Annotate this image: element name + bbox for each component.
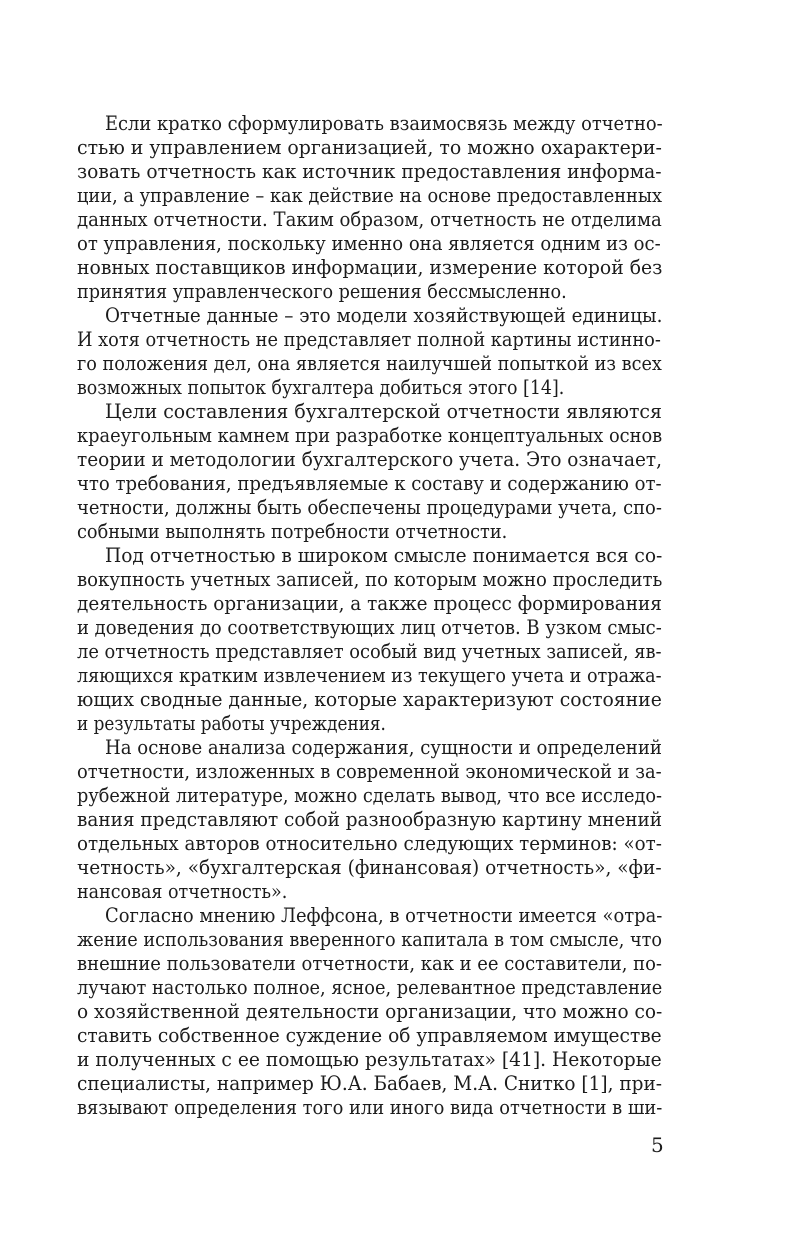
- text-line: ции, а управление – как действие на основе предоставленных: [77, 183, 663, 207]
- text-line: отдельных авторов относительно следующих терминов: «от-: [77, 831, 662, 855]
- text-line: Цели составления бухгалтерской отчетности являются: [105, 399, 662, 423]
- text-line: жение использования вверенного капитала в том смысле, что: [77, 927, 663, 951]
- text-line: отчетности, изложенных в современной экономической и за-: [77, 759, 662, 783]
- text-line: ле отчетность представляет особый вид учетных записей, яв-: [77, 639, 662, 663]
- page-number: 5: [651, 1133, 664, 1157]
- text-line: новных поставщиков информации, измерение которой без: [77, 255, 663, 279]
- text-line: специалисты, например Ю.А. Бабаев, М.А. Снитко [1], при-: [77, 1071, 663, 1095]
- text-line: четности, должны быть обеспечены процедурами учета, спо-: [77, 495, 662, 519]
- text-line: четность», «бухгалтерская (финансовая) отчетность», «фи-: [77, 855, 662, 879]
- text-line: вокупность учетных записей, по которым можно проследить: [77, 567, 663, 591]
- text-line: краеугольным камнем при разработке концептуальных основ: [77, 423, 663, 447]
- text-line: собными выполнять потребности отчетности.: [77, 519, 508, 543]
- text-line: ставить собственное суждение об управляемом имуществе: [77, 1023, 662, 1047]
- text-line: Отчетные данные – это модели хозяйствующей единицы.: [105, 303, 663, 327]
- text-line: вания представляют собой разнообразную картину мнений: [77, 807, 663, 831]
- text-line: го положения дел, она является наилучшей попыткой из всех: [77, 351, 662, 375]
- text-line: о хозяйственной деятельности организации, что можно со-: [77, 999, 663, 1023]
- text-line: рубежной литературе, можно сделать вывод, что все исследо-: [77, 783, 663, 807]
- text-line: зовать отчетность как источник предоставления информа-: [77, 159, 662, 183]
- text-line: и доведения до соответствующих лиц отчетов. В узком смыс-: [77, 615, 662, 639]
- text-line: внешние пользователи отчетности, как и ее составители, по-: [77, 951, 662, 975]
- text-line: данных отчетности. Таким образом, отчетность не отделима: [77, 207, 662, 231]
- text-line: и результаты работы учреждения.: [77, 711, 386, 735]
- text-line: ляющихся кратким извлечением из текущего учета и отража-: [77, 663, 662, 687]
- text-line: стью и управлением организацией, то можно охарактери-: [77, 135, 662, 159]
- text-line: что требования, предъявляемые к составу и содержанию от-: [77, 471, 662, 495]
- text-line: Если кратко сформулировать взаимосвязь между отчетно-: [105, 111, 663, 135]
- text-line: лучают настолько полное, ясное, релевантное представление: [77, 975, 663, 999]
- text-line: вязывают определения того или иного вида отчетности в ши-: [77, 1095, 663, 1119]
- text-line: ющих сводные данные, которые характеризуют состояние: [77, 687, 662, 711]
- text-line: возможных попыток бухгалтера добиться этого [14].: [77, 375, 565, 399]
- text-line: от управления, поскольку именно она является одним из ос-: [77, 231, 661, 255]
- text-line: И хотя отчетность не представляет полной картины истинно-: [77, 327, 661, 351]
- text-line: нансовая отчетность».: [77, 879, 288, 903]
- text-line: Под отчетностью в широком смысле понимается вся со-: [105, 543, 663, 567]
- text-line: Согласно мнению Леффсона, в отчетности имеется «отра-: [105, 903, 663, 927]
- text-line: На основе анализа содержания, сущности и определений: [105, 735, 662, 759]
- text-line: принятия управленческого решения бессмысленно.: [77, 279, 567, 303]
- text-line: теории и методологии бухгалтерского учета. Это означает,: [77, 447, 662, 471]
- text-line: деятельность организации, а также процесс формирования: [77, 591, 662, 615]
- text-line: и полученных с ее помощью результатах» [41]. Некоторые: [77, 1047, 662, 1071]
